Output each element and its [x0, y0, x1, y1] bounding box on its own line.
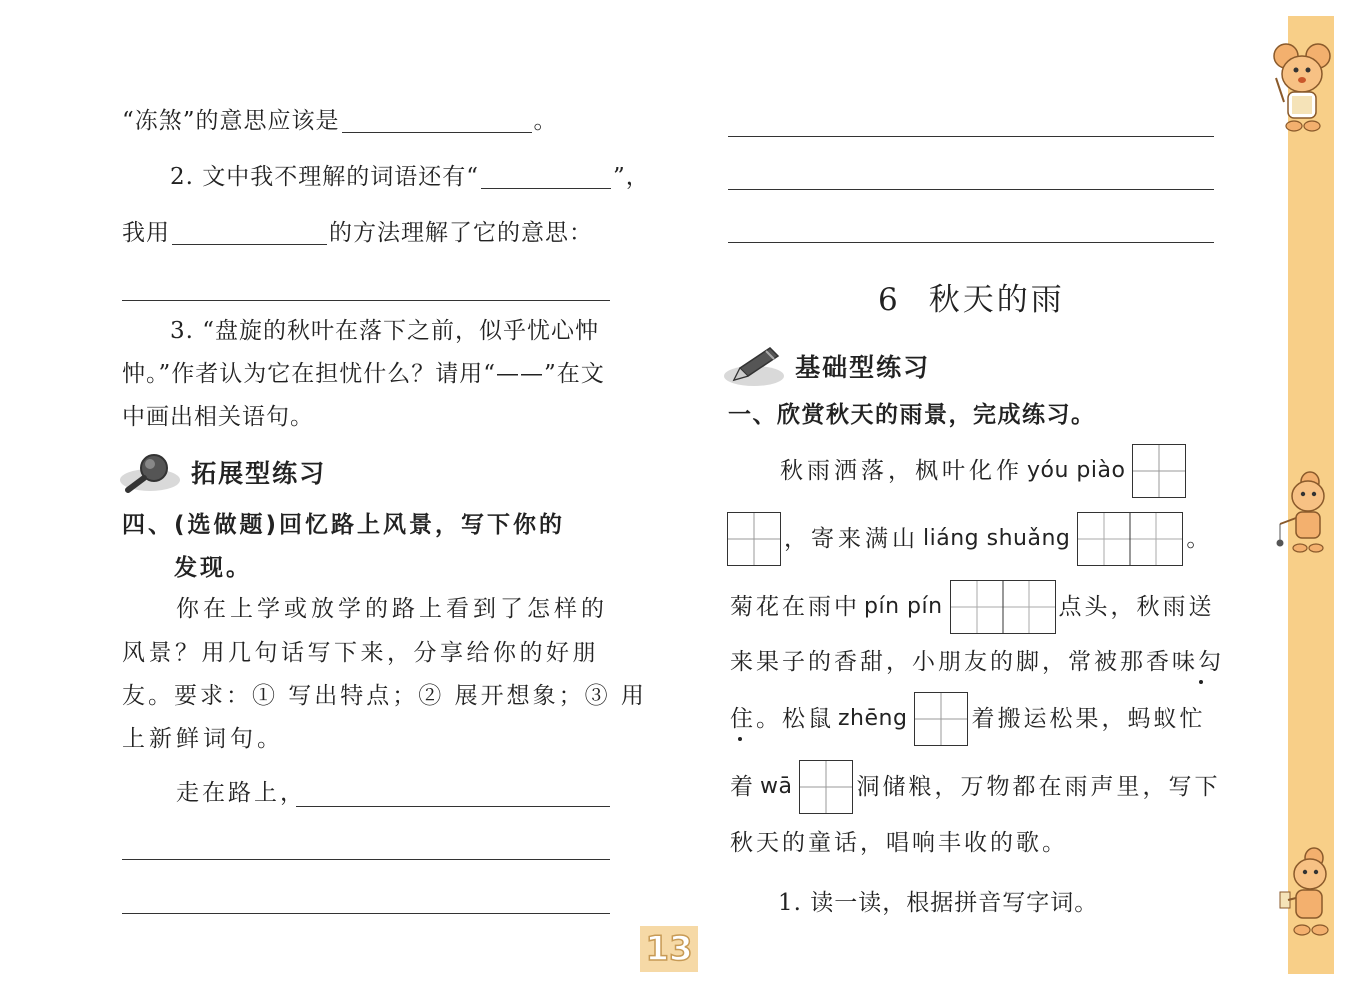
- passage-text-2a: ，寄来满山: [784, 525, 919, 552]
- char-box-zheng[interactable]: [914, 692, 968, 746]
- right-answer-line-1[interactable]: [728, 136, 1214, 137]
- passage-line-2: [724, 512, 1213, 566]
- pinyin-pin-pin: pín pín: [864, 594, 943, 619]
- q1-tail-text: “冻煞”的意思应该是: [122, 108, 340, 134]
- q4-writing-line-3[interactable]: [122, 913, 610, 914]
- char-box-you[interactable]: [1132, 444, 1186, 498]
- basic-section-header: [724, 344, 930, 388]
- q2-close: ”，: [613, 164, 650, 190]
- passage-line-6: [730, 760, 1220, 814]
- magnifier-icon: [120, 450, 182, 494]
- passage-line-3: [730, 580, 1215, 634]
- q1-period: 。: [533, 108, 558, 134]
- q3-line1: 3. “盘旋的秋叶在落下之前，似乎忧心忡: [170, 318, 600, 344]
- q4-title-line1: 四、(选做题)回忆路上风景，写下你的: [122, 512, 566, 538]
- passage-text-3b: 点头，秋雨送: [1058, 593, 1215, 620]
- emphasis-dot-gou: [1199, 680, 1203, 684]
- part1-title: 一、欣赏秋天的雨景，完成练习。: [728, 402, 1096, 428]
- lesson-number: 6: [878, 282, 901, 318]
- mascot-mouse-icon: [1266, 38, 1338, 134]
- q4-writing-line-2[interactable]: [122, 859, 610, 860]
- char-box-liang-shuang[interactable]: [1077, 512, 1183, 566]
- page-number: 13: [645, 929, 693, 969]
- q4-title-line2: 发现。: [174, 555, 252, 581]
- mascot-bottom-icon: [1270, 842, 1336, 942]
- passage-text-6b: 洞储粮，万物都在雨声里，写下: [856, 773, 1221, 800]
- mascot-yoyo-icon: [1270, 466, 1336, 558]
- emphasis-dot-zhu: [738, 737, 742, 741]
- q2-line: [170, 166, 650, 189]
- page-number-badge: [640, 926, 698, 972]
- q1-answer-blank[interactable]: [342, 110, 532, 133]
- passage-line-5: [730, 692, 1205, 746]
- passage-text-1a: 秋雨洒落，枫叶化作: [780, 457, 1023, 484]
- right-answer-line-2[interactable]: [728, 189, 1214, 190]
- passage-line-4: 来果子的香甜，小朋友的脚，常被那香味勾: [730, 649, 1224, 675]
- q4-body4: 上新鲜词句。: [122, 726, 284, 752]
- lesson-heading: [878, 274, 1065, 319]
- char-box-piao[interactable]: [727, 512, 781, 566]
- q2-text: 2. 文中我不理解的词语还有“: [170, 164, 480, 190]
- right-answer-line-3[interactable]: [728, 242, 1214, 243]
- pinyin-liang-shuang: liáng shuǎng: [923, 526, 1071, 551]
- passage-text-2-end: 。: [1186, 525, 1214, 552]
- q4-body1: 你在上学或放学的路上看到了怎样的: [176, 596, 608, 622]
- q2-method-prefix: 我用: [122, 220, 170, 246]
- q4-start: 走在路上，: [176, 780, 306, 806]
- pencil-icon: [724, 344, 786, 388]
- right-question-1: 1. 读一读，根据拼音写字词。: [778, 890, 1099, 916]
- lesson-title: 秋天的雨: [928, 282, 1065, 318]
- passage-line-7: 秋天的童话，唱响丰收的歌。: [730, 830, 1068, 856]
- q3-line2: 忡。”作者认为它在担忧什么？请用“——”在文: [122, 361, 605, 387]
- q2-meaning-answer-line[interactable]: [122, 300, 610, 301]
- pinyin-zheng: zhēng: [838, 706, 908, 731]
- extension-section-title: 拓展型练习: [191, 459, 327, 488]
- q4-writing-line-1[interactable]: [296, 806, 610, 807]
- char-box-wa[interactable]: [799, 760, 853, 814]
- basic-section-title: 基础型练习: [795, 353, 931, 382]
- passage-line-1: [780, 444, 1189, 498]
- pinyin-you-piao: yóu piào: [1027, 458, 1126, 483]
- passage-text-5b: 着搬运松果，蚂蚁忙: [971, 705, 1206, 732]
- q4-body3: 友。要求：① 写出特点；② 展开想象；③ 用: [122, 683, 647, 709]
- q3-line3: 中画出相关语句。: [122, 404, 314, 430]
- char-box-pin-pin[interactable]: [950, 580, 1056, 634]
- passage-text-5a: 住。松鼠: [730, 705, 834, 732]
- q2-method-line: [122, 222, 593, 245]
- q2-method-blank[interactable]: [172, 222, 327, 245]
- passage-text-3a: 菊花在雨中: [730, 593, 860, 620]
- q2-method-suffix: 的方法理解了它的意思：: [329, 220, 593, 246]
- q4-body2: 风景？用几句话写下来，分享给你的好朋: [122, 640, 599, 666]
- q2-word-blank[interactable]: [481, 166, 611, 189]
- passage-text-6a: 着: [730, 773, 756, 800]
- q1-tail-line: [122, 110, 558, 133]
- extension-section-header: [120, 450, 326, 494]
- pinyin-wa: wā: [760, 774, 793, 799]
